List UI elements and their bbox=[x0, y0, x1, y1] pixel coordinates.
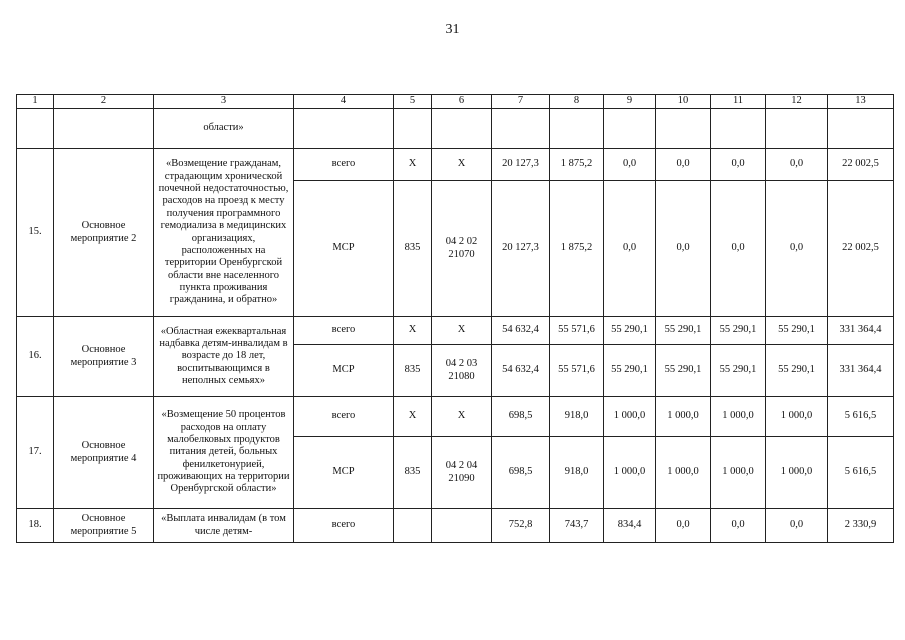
empty-cell bbox=[17, 109, 54, 149]
amount-cell: 1 000,0 bbox=[656, 437, 711, 509]
amount-cell: 1 000,0 bbox=[766, 437, 828, 509]
empty-cell bbox=[828, 109, 894, 149]
empty-cell bbox=[432, 109, 492, 149]
amount-cell: 0,0 bbox=[656, 509, 711, 543]
grbs-code: Х bbox=[394, 397, 432, 437]
amount-cell: 55 290,1 bbox=[656, 345, 711, 397]
amount-cell: 55 290,1 bbox=[604, 345, 656, 397]
column-header: 3 bbox=[154, 95, 294, 109]
amount-cell: 0,0 bbox=[766, 509, 828, 543]
budget-code: 04 2 03 21080 bbox=[432, 345, 492, 397]
amount-cell: 0,0 bbox=[656, 181, 711, 317]
column-header: 5 bbox=[394, 95, 432, 109]
amount-cell: 698,5 bbox=[492, 397, 550, 437]
amount-cell: 0,0 bbox=[656, 149, 711, 181]
amount-cell: 22 002,5 bbox=[828, 149, 894, 181]
amount-cell: 1 000,0 bbox=[604, 437, 656, 509]
amount-cell: 698,5 bbox=[492, 437, 550, 509]
grbs-code: 835 bbox=[394, 437, 432, 509]
amount-cell: 55 290,1 bbox=[766, 317, 828, 345]
grbs-code: Х bbox=[394, 149, 432, 181]
empty-cell bbox=[711, 109, 766, 149]
amount-cell: 0,0 bbox=[711, 181, 766, 317]
funding-type: всего bbox=[294, 397, 394, 437]
amount-cell: 1 000,0 bbox=[711, 437, 766, 509]
grbs-code: 835 bbox=[394, 181, 432, 317]
budget-code: Х bbox=[432, 149, 492, 181]
column-header: 9 bbox=[604, 95, 656, 109]
column-header: 10 bbox=[656, 95, 711, 109]
amount-cell: 743,7 bbox=[550, 509, 604, 543]
grbs-code: 835 bbox=[394, 345, 432, 397]
amount-cell: 1 875,2 bbox=[550, 149, 604, 181]
empty-cell bbox=[294, 109, 394, 149]
amount-cell: 0,0 bbox=[766, 181, 828, 317]
measure-description: «Возмещение гражданам, страдающим хронической почечной недостаточностью, расходов на проезд к месту получения программного гемодиализа в медицинских организациях, расположенных на территории Оренбургской области вне населенного пункта проживания гражданина, и обратно» bbox=[154, 149, 294, 317]
column-header: 1 bbox=[17, 95, 54, 109]
amount-cell: 55 290,1 bbox=[711, 345, 766, 397]
column-header: 11 bbox=[711, 95, 766, 109]
amount-cell: 55 290,1 bbox=[711, 317, 766, 345]
row-number: 18. bbox=[17, 509, 54, 543]
funding-type: всего bbox=[294, 149, 394, 181]
amount-cell: 918,0 bbox=[550, 437, 604, 509]
amount-cell: 20 127,3 bbox=[492, 181, 550, 317]
measure-description: «Возмещение 50 процентов расходов на оплату малобелковых продуктов питания детей, больных фенилкетонурией, проживающих на территории Оренбургской области» bbox=[154, 397, 294, 509]
amount-cell: 918,0 bbox=[550, 397, 604, 437]
column-header: 13 bbox=[828, 95, 894, 109]
amount-cell: 2 330,9 bbox=[828, 509, 894, 543]
column-header: 6 bbox=[432, 95, 492, 109]
amount-cell: 22 002,5 bbox=[828, 181, 894, 317]
budget-code: 04 2 02 21070 bbox=[432, 181, 492, 317]
empty-cell bbox=[766, 109, 828, 149]
row-number: 17. bbox=[17, 397, 54, 509]
empty-cell bbox=[550, 109, 604, 149]
amount-cell: 55 290,1 bbox=[604, 317, 656, 345]
page-number: 31 bbox=[445, 22, 460, 37]
amount-cell: 1 000,0 bbox=[766, 397, 828, 437]
measure-name: Основное мероприятие 3 bbox=[54, 317, 154, 397]
amount-cell: 20 127,3 bbox=[492, 149, 550, 181]
measure-description: «Областная ежеквартальная надбавка детям-инвалидам в возрасте до 18 лет, воспитывающимся в неполных семьях» bbox=[154, 317, 294, 397]
funding-type: МСР bbox=[294, 181, 394, 317]
amount-cell: 834,4 bbox=[604, 509, 656, 543]
amount-cell: 0,0 bbox=[604, 149, 656, 181]
budget-code: 04 2 04 21090 bbox=[432, 437, 492, 509]
amount-cell: 331 364,4 bbox=[828, 317, 894, 345]
amount-cell: 331 364,4 bbox=[828, 345, 894, 397]
amount-cell: 55 290,1 bbox=[766, 345, 828, 397]
budget-code: Х bbox=[432, 317, 492, 345]
empty-cell bbox=[604, 109, 656, 149]
funding-type: МСР bbox=[294, 437, 394, 509]
table-row bbox=[17, 317, 894, 345]
budget-table bbox=[16, 94, 894, 543]
table-row bbox=[17, 509, 894, 543]
column-header: 12 bbox=[766, 95, 828, 109]
amount-cell: 0,0 bbox=[711, 149, 766, 181]
measure-name: Основное мероприятие 2 bbox=[54, 149, 154, 317]
funding-type: всего bbox=[294, 317, 394, 345]
column-header: 8 bbox=[550, 95, 604, 109]
grbs-code bbox=[394, 509, 432, 543]
row-number: 15. bbox=[17, 149, 54, 317]
amount-cell: 1 000,0 bbox=[711, 397, 766, 437]
amount-cell: 54 632,4 bbox=[492, 317, 550, 345]
funding-type: МСР bbox=[294, 345, 394, 397]
amount-cell: 752,8 bbox=[492, 509, 550, 543]
budget-code: Х bbox=[432, 397, 492, 437]
amount-cell: 0,0 bbox=[766, 149, 828, 181]
amount-cell: 5 616,5 bbox=[828, 397, 894, 437]
amount-cell: 54 632,4 bbox=[492, 345, 550, 397]
row-number: 16. bbox=[17, 317, 54, 397]
table-row bbox=[17, 149, 894, 181]
amount-cell: 55 571,6 bbox=[550, 317, 604, 345]
amount-cell: 55 290,1 bbox=[656, 317, 711, 345]
amount-cell: 1 875,2 bbox=[550, 181, 604, 317]
funding-type: всего bbox=[294, 509, 394, 543]
amount-cell: 0,0 bbox=[604, 181, 656, 317]
column-header: 4 bbox=[294, 95, 394, 109]
measure-description: «Выплата инвалидам (в том числе детям- bbox=[154, 509, 294, 543]
measure-name: Основное мероприятие 5 bbox=[54, 509, 154, 543]
measure-name: Основное мероприятие 4 bbox=[54, 397, 154, 509]
grbs-code: Х bbox=[394, 317, 432, 345]
amount-cell: 1 000,0 bbox=[604, 397, 656, 437]
description-cell: области» bbox=[154, 109, 294, 149]
column-header: 7 bbox=[492, 95, 550, 109]
header-row bbox=[17, 95, 894, 109]
column-header: 2 bbox=[54, 95, 154, 109]
empty-cell bbox=[656, 109, 711, 149]
empty-cell bbox=[394, 109, 432, 149]
empty-cell bbox=[54, 109, 154, 149]
amount-cell: 1 000,0 bbox=[656, 397, 711, 437]
amount-cell: 5 616,5 bbox=[828, 437, 894, 509]
continuation-row bbox=[17, 109, 894, 149]
amount-cell: 0,0 bbox=[711, 509, 766, 543]
table-row bbox=[17, 397, 894, 437]
budget-code bbox=[432, 509, 492, 543]
amount-cell: 55 571,6 bbox=[550, 345, 604, 397]
empty-cell bbox=[492, 109, 550, 149]
